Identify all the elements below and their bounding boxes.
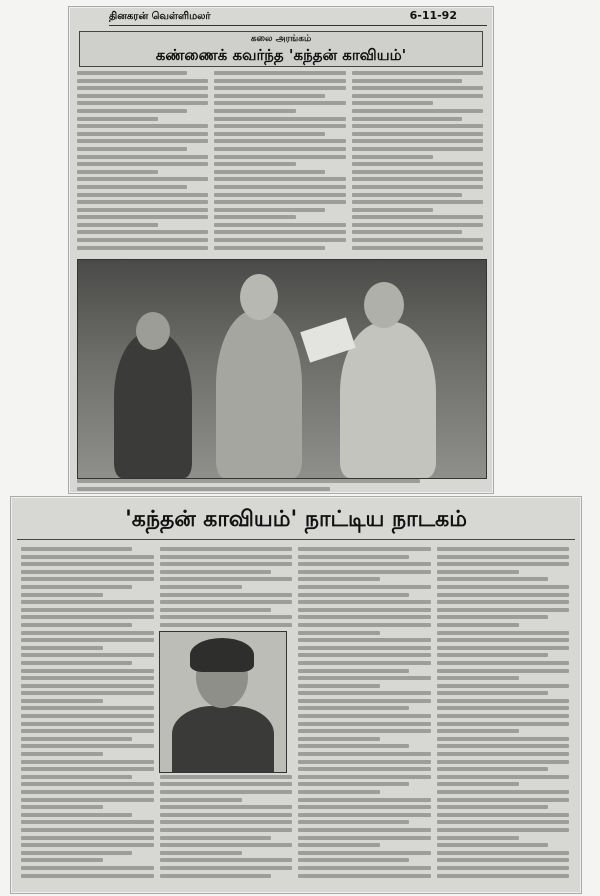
text-line — [437, 608, 570, 612]
text-line — [298, 813, 431, 817]
text-line — [214, 230, 345, 234]
text-line — [352, 185, 483, 189]
text-line — [160, 585, 242, 589]
text-line — [352, 71, 483, 75]
text-line — [352, 162, 483, 166]
text-line — [298, 798, 431, 802]
photo-caption — [77, 479, 485, 491]
text-line — [437, 805, 548, 809]
text-line — [214, 162, 295, 166]
text-line — [437, 836, 519, 840]
text-line — [298, 874, 431, 878]
text-line — [352, 230, 462, 234]
text-line — [21, 790, 154, 794]
text-line — [77, 79, 208, 83]
text-line — [21, 706, 154, 710]
text-line — [77, 215, 208, 219]
text-line — [437, 646, 570, 650]
text-line — [214, 215, 295, 219]
text-line — [298, 722, 431, 726]
text-line — [21, 600, 154, 604]
text-line — [21, 782, 154, 786]
text-line — [298, 706, 409, 710]
text-line — [21, 729, 154, 733]
text-line — [352, 170, 483, 174]
text-line — [214, 101, 345, 105]
text-line — [77, 94, 208, 98]
text-line — [214, 109, 295, 113]
text-line — [77, 177, 208, 181]
text-line — [298, 744, 409, 748]
text-line — [352, 124, 483, 128]
text-line — [437, 782, 519, 786]
text-line — [77, 101, 208, 105]
text-line — [21, 646, 103, 650]
text-column — [214, 71, 345, 251]
text-line — [21, 752, 103, 756]
text-line — [437, 631, 570, 635]
caption-line — [77, 479, 420, 483]
article-headline: 'கந்தன் காவியம்' நாட்டிய நாடகம் — [125, 507, 467, 532]
text-line — [21, 577, 154, 581]
text-line — [214, 185, 345, 189]
text-line — [437, 577, 548, 581]
text-line — [77, 109, 187, 113]
text-line — [298, 615, 431, 619]
text-line — [160, 805, 293, 809]
text-line — [214, 246, 324, 250]
text-line — [298, 691, 431, 695]
text-line — [298, 661, 431, 665]
text-line — [21, 813, 132, 817]
text-line — [437, 593, 570, 597]
text-line — [352, 246, 483, 250]
text-line — [21, 798, 154, 802]
section-tag: கலை அரங்கம் — [250, 34, 312, 44]
text-line — [160, 623, 293, 627]
text-line — [352, 177, 483, 181]
text-line — [160, 547, 293, 551]
text-line — [437, 767, 548, 771]
text-line — [298, 714, 431, 718]
text-line — [298, 608, 431, 612]
text-line — [214, 208, 324, 212]
text-line — [21, 547, 132, 551]
text-line — [352, 132, 483, 136]
text-line — [21, 828, 154, 832]
text-line — [298, 699, 431, 703]
text-line — [21, 866, 154, 870]
text-line — [160, 836, 271, 840]
text-line — [298, 593, 409, 597]
newspaper-clipping-bottom — [10, 496, 582, 894]
text-line — [160, 570, 271, 574]
text-line — [298, 790, 380, 794]
text-line — [77, 147, 187, 151]
text-line — [352, 86, 483, 90]
text-line — [298, 547, 431, 551]
text-line — [298, 805, 431, 809]
text-column — [21, 547, 154, 883]
text-line — [437, 722, 570, 726]
text-line — [160, 874, 271, 878]
text-line — [21, 653, 154, 657]
text-line — [21, 775, 132, 779]
text-line — [437, 600, 570, 604]
issue-date: 6-11-92 — [409, 9, 457, 22]
text-line — [352, 193, 462, 197]
text-line — [160, 790, 293, 794]
text-line — [352, 109, 483, 113]
text-line — [298, 600, 431, 604]
text-line — [298, 638, 431, 642]
text-line — [437, 615, 548, 619]
text-line — [437, 729, 519, 733]
text-line — [298, 767, 431, 771]
text-line — [298, 653, 431, 657]
text-line — [437, 661, 570, 665]
text-line — [21, 638, 154, 642]
text-line — [21, 562, 154, 566]
text-line — [21, 722, 154, 726]
text-line — [77, 124, 208, 128]
text-line — [214, 200, 345, 204]
text-line — [214, 238, 345, 242]
text-line — [298, 646, 431, 650]
text-line — [214, 193, 345, 197]
text-line — [437, 874, 570, 878]
text-line — [214, 139, 345, 143]
text-line — [298, 585, 431, 589]
text-line — [437, 828, 570, 832]
text-line — [21, 836, 154, 840]
text-line — [21, 669, 154, 673]
text-line — [214, 117, 345, 121]
text-line — [77, 193, 208, 197]
text-line — [437, 547, 570, 551]
article-headline: கண்ணைக் கவர்ந்த 'கந்தன் காவியம்' — [155, 46, 407, 64]
text-line — [214, 124, 345, 128]
text-line — [298, 684, 380, 688]
text-line — [352, 139, 483, 143]
text-line — [77, 208, 208, 212]
text-line — [214, 147, 345, 151]
text-line — [437, 623, 519, 627]
text-line — [437, 760, 570, 764]
text-line — [437, 820, 570, 824]
text-line — [298, 843, 380, 847]
person-figure — [216, 310, 302, 478]
text-line — [437, 744, 570, 748]
text-line — [77, 86, 208, 90]
text-line — [352, 117, 462, 121]
text-line — [160, 820, 293, 824]
text-line — [352, 147, 483, 151]
text-line — [298, 631, 380, 635]
text-line — [160, 851, 242, 855]
headline-rule — [17, 539, 575, 540]
text-line — [437, 858, 570, 862]
text-line — [77, 162, 208, 166]
text-line — [77, 238, 208, 242]
person-head — [240, 274, 278, 320]
text-line — [21, 737, 132, 741]
text-line — [298, 858, 409, 862]
text-line — [160, 798, 242, 802]
text-line — [214, 86, 345, 90]
text-line — [77, 117, 158, 121]
text-line — [298, 775, 431, 779]
text-line — [437, 570, 519, 574]
text-line — [352, 155, 433, 159]
text-line — [437, 706, 570, 710]
event-photo — [77, 259, 487, 479]
text-line — [21, 843, 154, 847]
text-line — [298, 555, 409, 559]
text-line — [160, 600, 293, 604]
text-line — [437, 669, 570, 673]
text-line — [352, 94, 483, 98]
text-line — [298, 669, 409, 673]
person-head — [364, 282, 404, 328]
person-figure — [114, 332, 192, 478]
text-line — [352, 101, 433, 105]
text-line — [298, 577, 380, 581]
text-line — [437, 684, 570, 688]
text-line — [352, 223, 483, 227]
text-line — [77, 155, 208, 159]
text-line — [21, 623, 132, 627]
text-line — [21, 767, 154, 771]
text-line — [437, 737, 570, 741]
text-line — [21, 874, 154, 878]
text-line — [437, 866, 570, 870]
text-line — [437, 585, 570, 589]
text-line — [214, 94, 324, 98]
text-line — [160, 577, 293, 581]
text-line — [298, 570, 431, 574]
text-line — [298, 562, 431, 566]
text-line — [77, 223, 158, 227]
text-line — [21, 570, 154, 574]
text-line — [77, 71, 187, 75]
text-line — [21, 631, 154, 635]
text-line — [160, 828, 293, 832]
text-line — [21, 615, 154, 619]
text-line — [21, 684, 154, 688]
text-line — [437, 843, 548, 847]
text-line — [437, 699, 570, 703]
text-line — [21, 820, 154, 824]
text-line — [21, 608, 154, 612]
article-body-columns — [21, 547, 569, 883]
text-line — [21, 691, 154, 695]
text-line — [160, 813, 293, 817]
text-line — [437, 775, 570, 779]
text-line — [77, 170, 158, 174]
text-line — [437, 555, 570, 559]
text-line — [298, 760, 431, 764]
text-column — [77, 71, 208, 251]
text-line — [437, 638, 570, 642]
text-line — [298, 782, 409, 786]
text-line — [437, 851, 570, 855]
text-line — [77, 139, 208, 143]
text-line — [160, 562, 293, 566]
text-line — [160, 615, 293, 619]
text-line — [298, 737, 380, 741]
text-line — [298, 729, 431, 733]
text-line — [352, 238, 483, 242]
text-line — [160, 555, 293, 559]
text-line — [298, 836, 431, 840]
text-line — [437, 714, 570, 718]
text-line — [437, 790, 570, 794]
text-line — [214, 79, 345, 83]
portrait-body — [172, 706, 274, 773]
text-line — [437, 752, 570, 756]
text-line — [21, 714, 154, 718]
text-line — [437, 653, 548, 657]
text-line — [77, 246, 208, 250]
text-line — [21, 805, 103, 809]
text-line — [160, 593, 293, 597]
text-column — [437, 547, 570, 883]
text-line — [160, 608, 271, 612]
text-line — [214, 132, 324, 136]
text-line — [160, 858, 293, 862]
text-line — [21, 699, 103, 703]
text-line — [214, 155, 345, 159]
text-line — [21, 555, 154, 559]
masthead — [109, 11, 487, 26]
text-line — [21, 661, 132, 665]
paper-name: தினகரன் வெள்ளிமலர் — [109, 11, 211, 22]
text-line — [214, 223, 345, 227]
text-line — [298, 851, 431, 855]
text-line — [77, 200, 208, 204]
headline-box — [79, 31, 483, 67]
text-column — [298, 547, 431, 883]
text-line — [77, 185, 187, 189]
text-line — [437, 562, 570, 566]
text-line — [437, 798, 570, 802]
text-line — [21, 744, 154, 748]
text-line — [214, 170, 324, 174]
text-line — [298, 752, 431, 756]
person-head — [136, 312, 170, 350]
text-line — [437, 676, 519, 680]
text-line — [298, 820, 409, 824]
text-line — [160, 866, 293, 870]
text-line — [298, 623, 431, 627]
text-line — [77, 132, 208, 136]
text-line — [21, 858, 103, 862]
text-line — [214, 71, 345, 75]
text-line — [214, 177, 345, 181]
text-line — [21, 760, 154, 764]
text-line — [437, 813, 570, 817]
text-line — [77, 230, 208, 234]
article-body-columns — [77, 71, 483, 251]
text-line — [160, 843, 293, 847]
text-line — [298, 866, 431, 870]
text-line — [21, 676, 154, 680]
text-line — [352, 200, 483, 204]
text-line — [21, 585, 132, 589]
text-line — [298, 828, 431, 832]
text-line — [21, 593, 103, 597]
portrait-hair — [190, 638, 254, 672]
text-line — [352, 79, 462, 83]
text-line — [160, 775, 293, 779]
portrait-photo — [159, 631, 287, 773]
newspaper-clipping-top — [68, 6, 494, 494]
text-column — [352, 71, 483, 251]
text-line — [352, 208, 433, 212]
text-line — [160, 782, 293, 786]
text-line — [298, 676, 431, 680]
text-line — [21, 851, 132, 855]
text-line — [352, 215, 483, 219]
caption-line — [77, 487, 330, 491]
text-line — [437, 691, 548, 695]
